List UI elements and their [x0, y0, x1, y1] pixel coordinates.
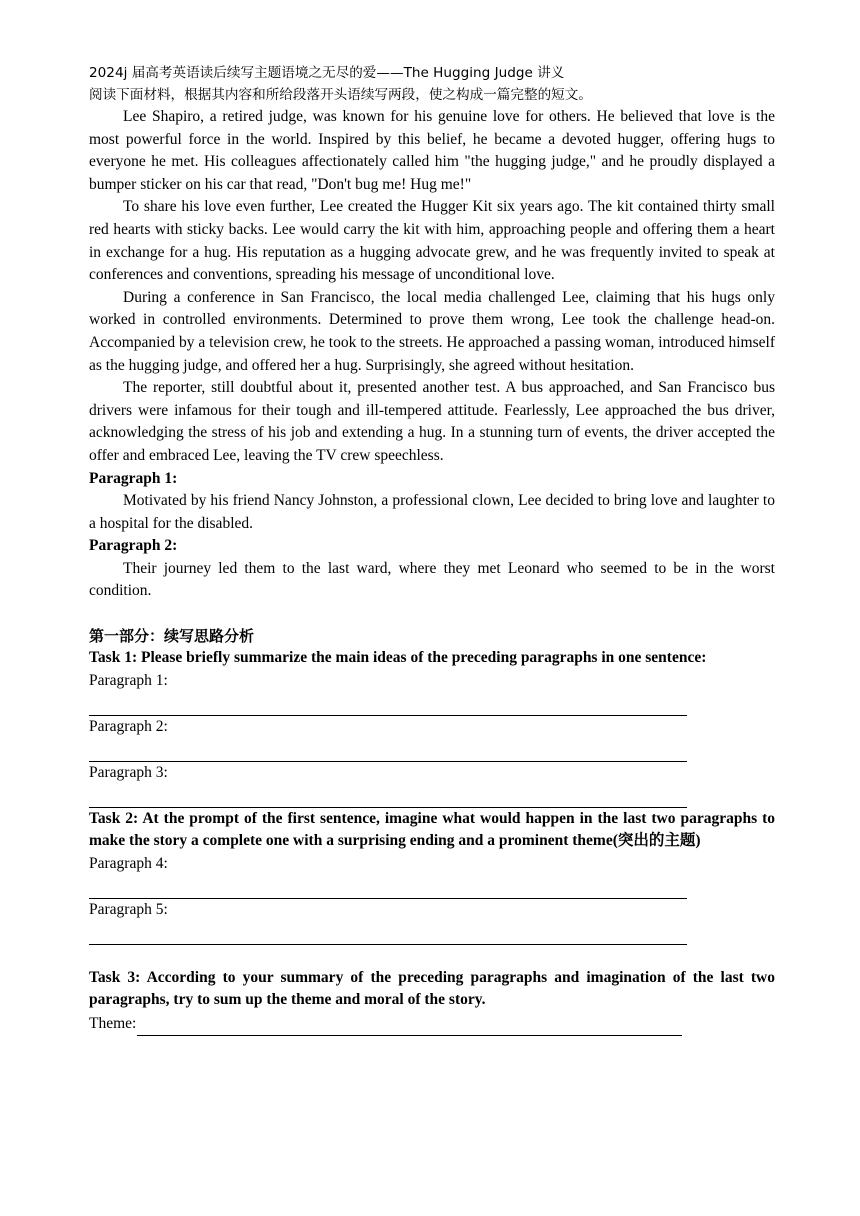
story-paragraph-3: During a conference in San Francisco, the local media challenged Lee, claiming that his hugs only worked in controlled environments. Determined to prove them wrong, Lee took the challenge head-on. Accompanied by a television crew, he took to the streets. He approached a passing woman, introduced himself as the hugging judge, and offered her a hug. Surprisingly, she agreed without hesitation.: [89, 288, 775, 374]
task1-item-1-label: Paragraph 1:: [89, 671, 168, 689]
task1-item-3-label: Paragraph 3:: [89, 763, 168, 781]
theme-row: [89, 1012, 775, 1036]
document-title: 2024j 届高考英语读后续写主题语境之无尽的爱——The Hugging Judge 讲义: [89, 65, 565, 81]
story-paragraph-1: Lee Shapiro, a retired judge, was known for his genuine love for others. He believed that love is the most powerful force in the world. Inspired by this belief, he became a devoted hugger, offering hugs to everyone he met. His colleagues affectionately called him "the hugging judge," and he proudly displayed a bumper sticker on his car that read, "Don't bug me! Hug me!": [89, 108, 775, 193]
task2-prompt: Task 2: At the prompt of the first sentence, imagine what would happen in the last two paragraphs to make the story a complete one with a surprising ending and a prominent theme(突出的主题): [89, 809, 775, 850]
continuation-opening-2: Their journey led them to the last ward, where they met Leonard who seemed to be in the worst condition.: [89, 559, 775, 600]
answer-line[interactable]: [89, 739, 687, 762]
answer-line[interactable]: [89, 693, 687, 716]
task1-prompt: Task 1: Please briefly summarize the main ideas of the preceding paragraphs in one sentence:: [89, 649, 707, 667]
document-page: [89, 62, 775, 1036]
spacer: [89, 945, 775, 967]
story-paragraph-2: To share his love even further, Lee created the Hugger Kit six years ago. The kit contained thirty small red hearts with sticky backs. Lee would carry the kit with him, approaching people and offering them a heart in exchange for a hug. His reputation as a hugging advocate grew, and he was frequently invited to speak at conferences and conventions, spreading his message of unconditional love.: [89, 198, 775, 284]
continuation-label-2: Paragraph 2:: [89, 537, 178, 555]
theme-label: Theme:: [89, 1015, 137, 1033]
task1-item-2-label: Paragraph 2:: [89, 717, 168, 735]
answer-line[interactable]: [89, 922, 687, 945]
story-paragraph-4: The reporter, still doubtful about it, presented another test. A bus approached, and San Francisco bus drivers were infamous for their tough and ill-tempered attitude. Fearlessly, Lee approached the bus driver, acknowledging the stress of his job and extending a hug. In a stunning turn of events, the driver accepted the offer and embraced Lee, leaving the TV crew speechless.: [89, 379, 775, 464]
continuation-opening-1: Motivated by his friend Nancy Johnston, a professional clown, Lee decided to bring love and laughter to a hospital for the disabled.: [89, 492, 775, 532]
task2-item-1-label: Paragraph 4:: [89, 854, 168, 872]
part1-heading: 第一部分：续写思路分析: [89, 627, 255, 646]
task2-item-2-label: Paragraph 5:: [89, 900, 168, 918]
answer-line[interactable]: [89, 876, 687, 899]
task3-prompt: Task 3: According to your summary of the preceding paragraphs and imagination of the last two paragraphs, try to sum up the theme and moral of the story.: [89, 968, 775, 1009]
theme-answer-line[interactable]: [137, 1015, 682, 1036]
answer-line[interactable]: [89, 785, 687, 808]
continuation-label-1: Paragraph 1:: [89, 469, 178, 487]
instruction-text: 阅读下面材料，根据其内容和所给段落开头语续写两段，使之构成一篇完整的短文。: [89, 87, 592, 103]
